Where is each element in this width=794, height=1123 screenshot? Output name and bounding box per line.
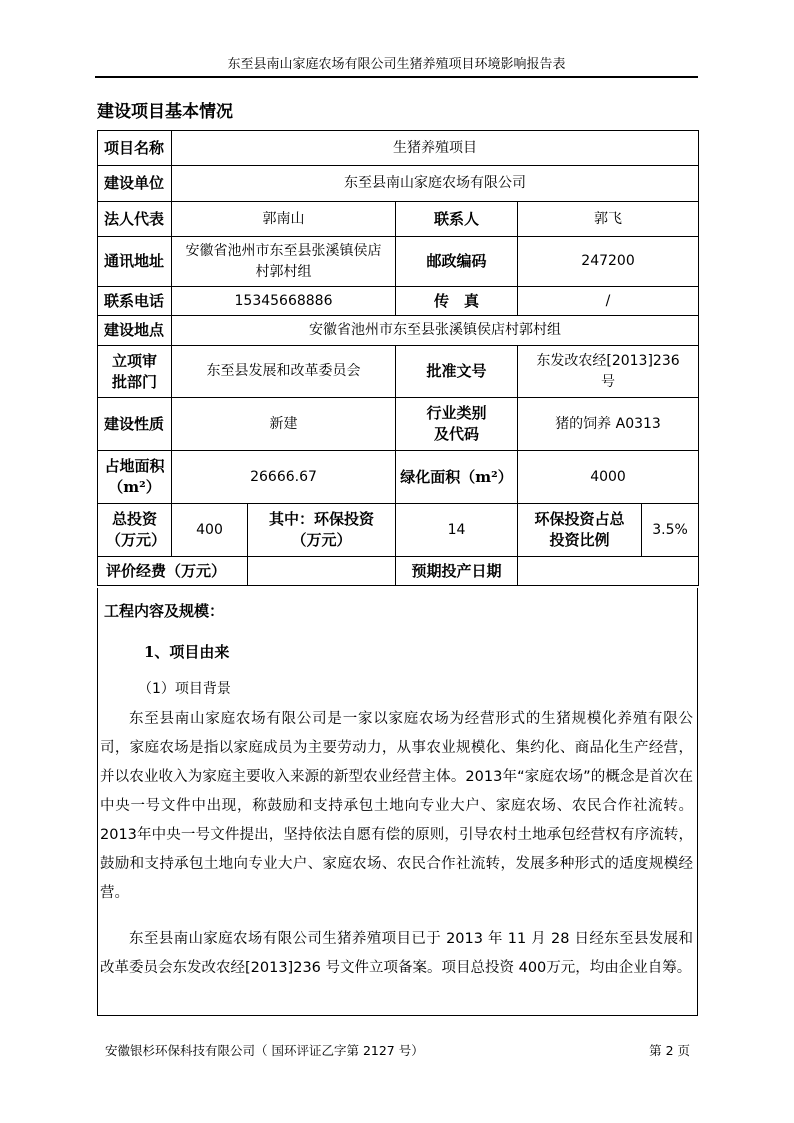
table-row: [98, 451, 699, 504]
contact-value: 郭飞: [518, 202, 699, 237]
industry-label: 行业类别及代码: [396, 398, 518, 451]
approval-dept-value: 东至县发展和改革委员会: [172, 346, 396, 398]
paragraph: 东至县南山家庭农场有限公司是一家以家庭农场为经营形式的生猪规模化养殖有限公司，家庭农场是指以家庭成员为主要劳动力，从事农业规模化、集约化、商品化生产经营，并以农业收入为家庭主要收入来源的新型农业经营主体。2013年“家庭农场”的概念是首次在中央一号文件中出现，称鼓励和支持承包土地向专业大户、家庭农场、农民合作社流转。2013年中央一号文件提出，坚持依法自愿有偿的原则，引导农村土地承包经营权有序流转，鼓励和支持承包土地向专业大户、家庭农场、农民合作社流转，发展多种形式的适度规模经营。: [100, 711, 693, 901]
env-ratio-label: 环保投资占总投资比例: [518, 504, 642, 557]
project-info-table: [97, 130, 699, 586]
table-row: [98, 166, 699, 202]
area-label: 占地面积（m²）: [98, 451, 172, 504]
content-title: 工程内容及规模：: [104, 602, 225, 620]
section-title: 建设项目基本情况: [97, 102, 233, 122]
total-invest-label: 总投资（万元）: [98, 504, 172, 557]
table-row: [98, 237, 699, 287]
env-ratio-value: 3.5%: [642, 504, 699, 557]
document-header: 东至县南山家庭农场有限公司生猪养殖项目环境影响报告表: [95, 53, 698, 78]
approval-dept-label: 立项审批部门: [98, 346, 172, 398]
eval-fee-value: [248, 557, 396, 586]
legal-rep-label: 法人代表: [98, 202, 172, 237]
builder-label: 建设单位: [98, 166, 172, 202]
legal-rep-value: 郭南山: [172, 202, 396, 237]
content-subtitle: 1、项目由来: [144, 643, 230, 661]
table-row: [98, 398, 699, 451]
fax-value: /: [518, 287, 699, 316]
approval-no-value: 东发改农经[2013]236号: [518, 346, 699, 398]
green-area-label: 绿化面积（m²）: [396, 451, 518, 504]
fax-label: 传 真: [396, 287, 518, 316]
total-invest-value: 400: [172, 504, 248, 557]
env-invest-value: 14: [396, 504, 518, 557]
footer-company: 安徽银杉环保科技有限公司（ 国环评证乙字第 2127 号）: [105, 1043, 424, 1058]
postcode-value: 247200: [518, 237, 699, 287]
builder-value: 东至县南山家庭农场有限公司: [172, 166, 699, 202]
content-subsubtitle: （1）项目背景: [138, 681, 231, 697]
industry-value: 猪的饲养 A0313: [518, 398, 699, 451]
project-content-box: [97, 588, 698, 1016]
address-value: 安徽省池州市东至县张溪镇侯店村郭村组: [172, 237, 396, 287]
project-name-label: 项目名称: [98, 131, 172, 166]
approval-no-label: 批准文号: [396, 346, 518, 398]
table-row: [98, 346, 699, 398]
phone-value: 15345668886: [172, 287, 396, 316]
table-row: [98, 504, 699, 557]
phone-label: 联系电话: [98, 287, 172, 316]
site-label: 建设地点: [98, 316, 172, 346]
table-row: [98, 316, 699, 346]
site-value: 安徽省池州市东至县张溪镇侯店村郭村组: [172, 316, 699, 346]
env-invest-label: 其中：环保投资（万元）: [248, 504, 396, 557]
table-row: [98, 131, 699, 166]
footer-page-number: 第 2 页: [649, 1043, 690, 1058]
table-row: [98, 557, 699, 586]
area-value: 26666.67: [172, 451, 396, 504]
contact-label: 联系人: [396, 202, 518, 237]
nature-value: 新建: [172, 398, 396, 451]
postcode-label: 邮政编码: [396, 237, 518, 287]
address-label: 通讯地址: [98, 237, 172, 287]
table-row: [98, 202, 699, 237]
green-area-value: 4000: [518, 451, 699, 504]
project-name-value: 生猪养殖项目: [172, 131, 699, 166]
eval-fee-label: 评价经费（万元）: [98, 557, 248, 586]
paragraph: 东至县南山家庭农场有限公司生猪养殖项目已于 2013 年 11 月 28 日经东至县发展和改革委员会东发改农经[2013]236 号文件立项备案。项目总投资 400万元，均由企业自筹。: [100, 931, 693, 976]
start-date-label: 预期投产日期: [396, 557, 518, 586]
start-date-value: [518, 557, 699, 586]
table-row: [98, 287, 699, 316]
nature-label: 建设性质: [98, 398, 172, 451]
